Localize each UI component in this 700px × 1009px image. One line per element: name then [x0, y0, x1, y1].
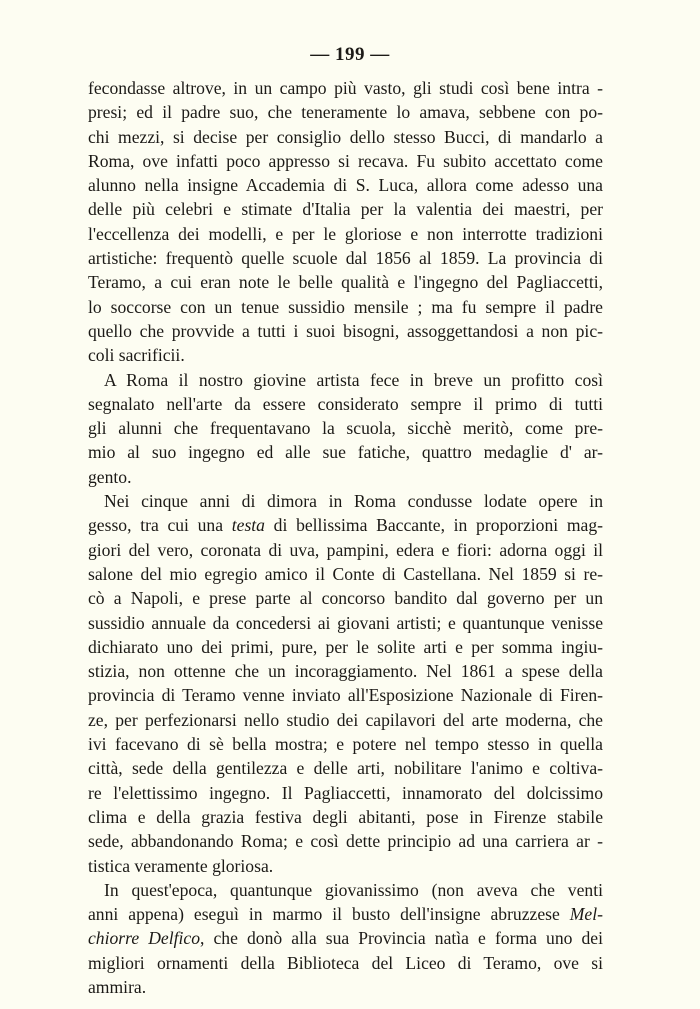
text-line: ammira.: [88, 976, 147, 997]
text-line: [88, 513, 603, 537]
text-line: salone del mio egregio amico il Conte di Castellana. Nel 1859 si re-: [88, 563, 603, 584]
paragraph-3: [88, 489, 603, 878]
text-line: coli sacrificii.: [88, 345, 185, 366]
text-line: cò a Napoli, e prese parte al concorso bandito dal governo per un: [88, 588, 603, 609]
page-number: — 199 —: [310, 44, 390, 65]
text-line: A Roma il nostro giovine artista fece in breve un profitto così: [104, 369, 603, 390]
text-line: re l'elettissimo ingegno. Il Pagliaccetti, innamorato del dolcissimo: [88, 782, 603, 803]
text-line: sede, abbandonando Roma; e così dette principio ad una carriera ar -: [88, 831, 603, 852]
paragraph-2: [88, 368, 603, 489]
text-line: Nei cinque anni di dimora in Roma condusse lodate opere in: [104, 491, 603, 512]
italic-name: Mel-: [569, 904, 603, 925]
text-line: fecondasse altrove, in un campo più vasto, gli studi così bene intra -: [88, 78, 603, 98]
text-line: sussidio annuale da concedersi ai giovani artisti; e quantunque venisse: [88, 612, 603, 633]
text-line: lo soccorse con un tenue sussidio mensile ; ma fu sempre il padre: [88, 296, 603, 317]
text-line: migliori ornamenti della Biblioteca del Liceo di Teramo, ove si: [88, 952, 603, 973]
text-line: [88, 902, 603, 926]
text-segment: di bellissima Baccante, in proporzioni mag-: [264, 515, 603, 536]
italic-name: chiorre Delfico: [88, 928, 201, 949]
text-segment: , che donò alla sua Provincia natìa e forma uno dei: [200, 928, 604, 949]
text-line: ivi facevano di sè bella mostra; e potere nel tempo stesso in quella: [88, 734, 603, 755]
body-text: [88, 76, 603, 999]
text-line: mio al suo ingegno ed alle sue fatiche, quattro medaglie d' ar-: [88, 442, 603, 463]
text-line: Roma, ove infatti poco appresso si recava. Fu subito accettato come: [88, 150, 603, 171]
text-line: clima e della grazia festiva degli abitanti, pose in Firenze stabile: [88, 806, 603, 827]
paragraph-1: [88, 76, 603, 368]
text-line: provincia di Teramo venne inviato all'Esposizione Nazionale di Firen-: [88, 685, 603, 706]
paragraph-4: [88, 878, 603, 999]
text-line: [88, 926, 603, 950]
text-line: giori del vero, coronata di uva, pampini, edera e fiori: adorna oggi il: [88, 539, 603, 560]
text-segment: anni appena) eseguì in marmo il busto dell'insigne abruzzese: [88, 904, 570, 925]
text-line: presi; ed il padre suo, che teneramente lo amava, sebbene con po-: [88, 102, 603, 123]
text-line: alunno nella insigne Accademia di S. Luca, allora come adesso una: [88, 175, 603, 196]
italic-word: testa: [231, 515, 265, 536]
text-line: artistiche: frequentò quelle scuole dal 1856 al 1859. La provincia di: [88, 248, 603, 269]
text-line: l'eccellenza dei modelli, e per le gloriose e non interrotte tradizioni: [88, 223, 603, 244]
text-line: gento.: [88, 466, 132, 487]
text-line: quello che provvide a tutti i suoi bisogni, assoggettandosi a non pic-: [88, 320, 603, 341]
text-line: gli alunni che frequentavano la scuola, sicchè meritò, come pre-: [88, 418, 603, 439]
text-line: segnalato nell'arte da essere considerato sempre il primo di tutti: [88, 393, 603, 414]
text-line: tistica veramente gloriosa.: [88, 855, 274, 876]
text-line: ze, per perfezionarsi nello studio dei capilavori del arte moderna, che: [88, 709, 603, 730]
text-line: delle più celebri e stimate d'Italia per la valentia dei maestri, per: [88, 199, 603, 220]
text-line: In quest'epoca, quantunque giovanissimo (non aveva che venti: [104, 879, 603, 900]
text-line: chi mezzi, si decise per consiglio dello stesso Bucci, di mandarlo a: [88, 126, 603, 147]
text-line: Teramo, a cui eran note le belle qualità e l'ingegno del Pagliaccetti,: [88, 272, 603, 293]
text-line: stizia, non ottenne che un incoraggiamento. Nel 1861 a spese della: [88, 661, 603, 682]
text-line: città, sede della gentilezza e delle arti, nobilitare l'animo e coltiva-: [88, 758, 603, 779]
text-line: dichiarato uno dei primi, pure, per le solite arti e per somma ingiu-: [88, 636, 603, 657]
text-segment: gesso, tra cui una: [88, 515, 232, 536]
